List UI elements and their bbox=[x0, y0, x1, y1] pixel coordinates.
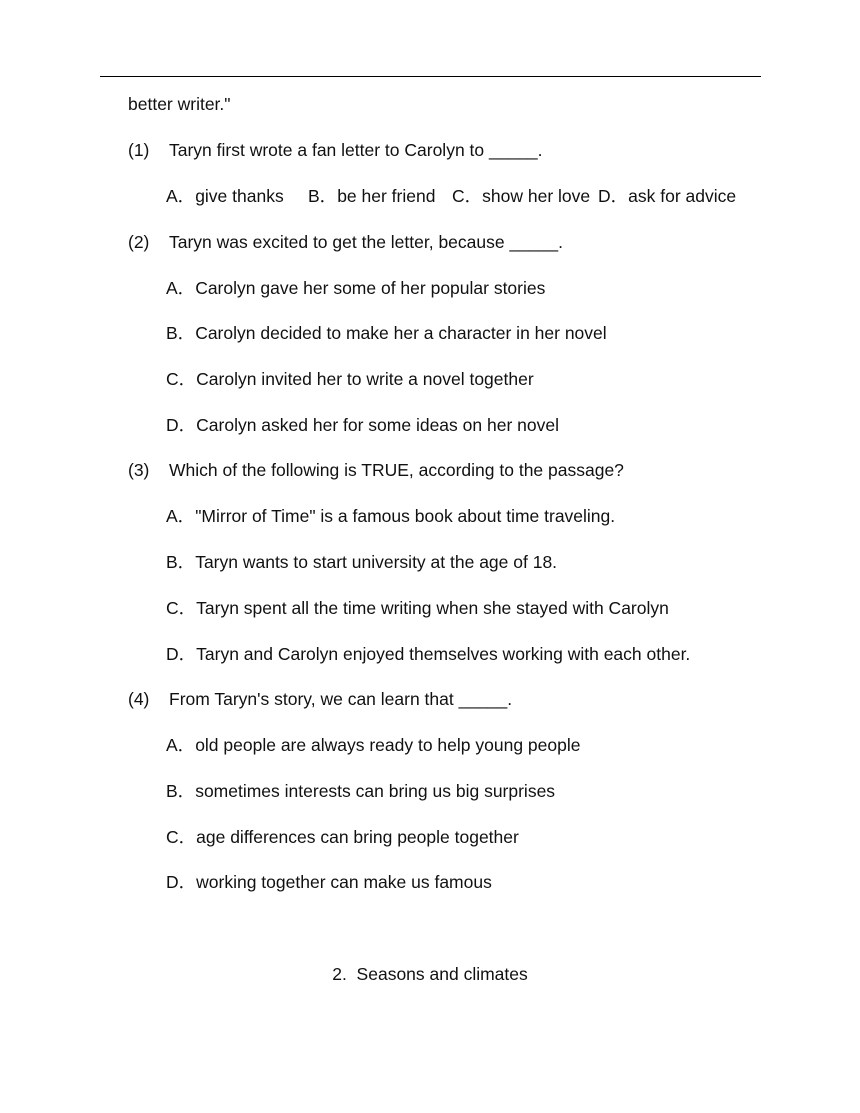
question-text: Which of the following is TRUE, according to the passage? bbox=[169, 460, 624, 480]
option-text: age differences can bring people together bbox=[196, 827, 519, 847]
option-d[interactable] bbox=[166, 872, 492, 892]
option-d[interactable] bbox=[166, 644, 690, 664]
option-c[interactable] bbox=[166, 827, 519, 847]
option-letter: D． bbox=[166, 415, 197, 435]
option-letter: A． bbox=[166, 735, 196, 755]
option-a[interactable] bbox=[166, 278, 545, 298]
option-c[interactable] bbox=[166, 369, 534, 389]
option-text: Carolyn invited her to write a novel together bbox=[196, 369, 534, 389]
question-number: (4) bbox=[128, 689, 150, 709]
option-letter: C． bbox=[166, 827, 197, 847]
option-letter: A． bbox=[166, 278, 196, 298]
option-letter: C． bbox=[166, 369, 197, 389]
option-text: sometimes interests can bring us big surprises bbox=[195, 781, 556, 801]
option-letter: B． bbox=[166, 323, 196, 343]
option-c[interactable] bbox=[452, 186, 590, 206]
option-text: Taryn wants to start university at the age of 18. bbox=[195, 552, 558, 572]
option-text: "Mirror of Time" is a famous book about time traveling. bbox=[195, 506, 616, 526]
option-b[interactable] bbox=[308, 186, 435, 206]
option-a[interactable] bbox=[166, 506, 615, 526]
option-letter: D． bbox=[166, 872, 197, 892]
option-b[interactable] bbox=[166, 323, 607, 343]
option-letter: B． bbox=[308, 186, 338, 206]
option-text: Carolyn gave her some of her popular stories bbox=[195, 278, 546, 298]
question-number: (3) bbox=[128, 460, 150, 480]
passage-continuation: better writer." bbox=[128, 94, 231, 114]
option-text: give thanks bbox=[195, 186, 284, 206]
option-text: Carolyn decided to make her a character in her novel bbox=[195, 323, 607, 343]
option-text: old people are always ready to help young people bbox=[195, 735, 581, 755]
option-text: Taryn and Carolyn enjoyed themselves working with each other. bbox=[196, 644, 691, 664]
option-text: Carolyn asked her for some ideas on her novel bbox=[196, 415, 559, 435]
question-number: (1) bbox=[128, 140, 150, 160]
option-letter: C． bbox=[452, 186, 483, 206]
option-b[interactable] bbox=[166, 552, 557, 572]
option-a[interactable] bbox=[166, 186, 284, 206]
question-text: Taryn was excited to get the letter, because _____. bbox=[169, 232, 563, 252]
option-c[interactable] bbox=[166, 598, 669, 618]
option-text: show her love bbox=[482, 186, 591, 206]
option-text: Taryn spent all the time writing when she stayed with Carolyn bbox=[196, 598, 669, 618]
header-rule bbox=[100, 76, 761, 77]
question-text: From Taryn's story, we can learn that _____. bbox=[169, 689, 513, 709]
question-text: Taryn first wrote a fan letter to Carolyn to _____. bbox=[169, 140, 543, 160]
option-b[interactable] bbox=[166, 781, 555, 801]
option-d[interactable] bbox=[166, 415, 559, 435]
option-d[interactable] bbox=[598, 186, 736, 206]
option-letter: D． bbox=[598, 186, 629, 206]
option-letter: B． bbox=[166, 781, 196, 801]
option-letter: D． bbox=[166, 644, 197, 664]
option-letter: B． bbox=[166, 552, 196, 572]
option-text: ask for advice bbox=[628, 186, 737, 206]
option-a[interactable] bbox=[166, 735, 580, 755]
option-letter: A． bbox=[166, 186, 196, 206]
option-letter: C． bbox=[166, 598, 197, 618]
section-heading: 2. Seasons and climates bbox=[332, 964, 528, 984]
option-letter: A． bbox=[166, 506, 196, 526]
question-number: (2) bbox=[128, 232, 150, 252]
option-text: working together can make us famous bbox=[196, 872, 492, 892]
option-text: be her friend bbox=[337, 186, 436, 206]
